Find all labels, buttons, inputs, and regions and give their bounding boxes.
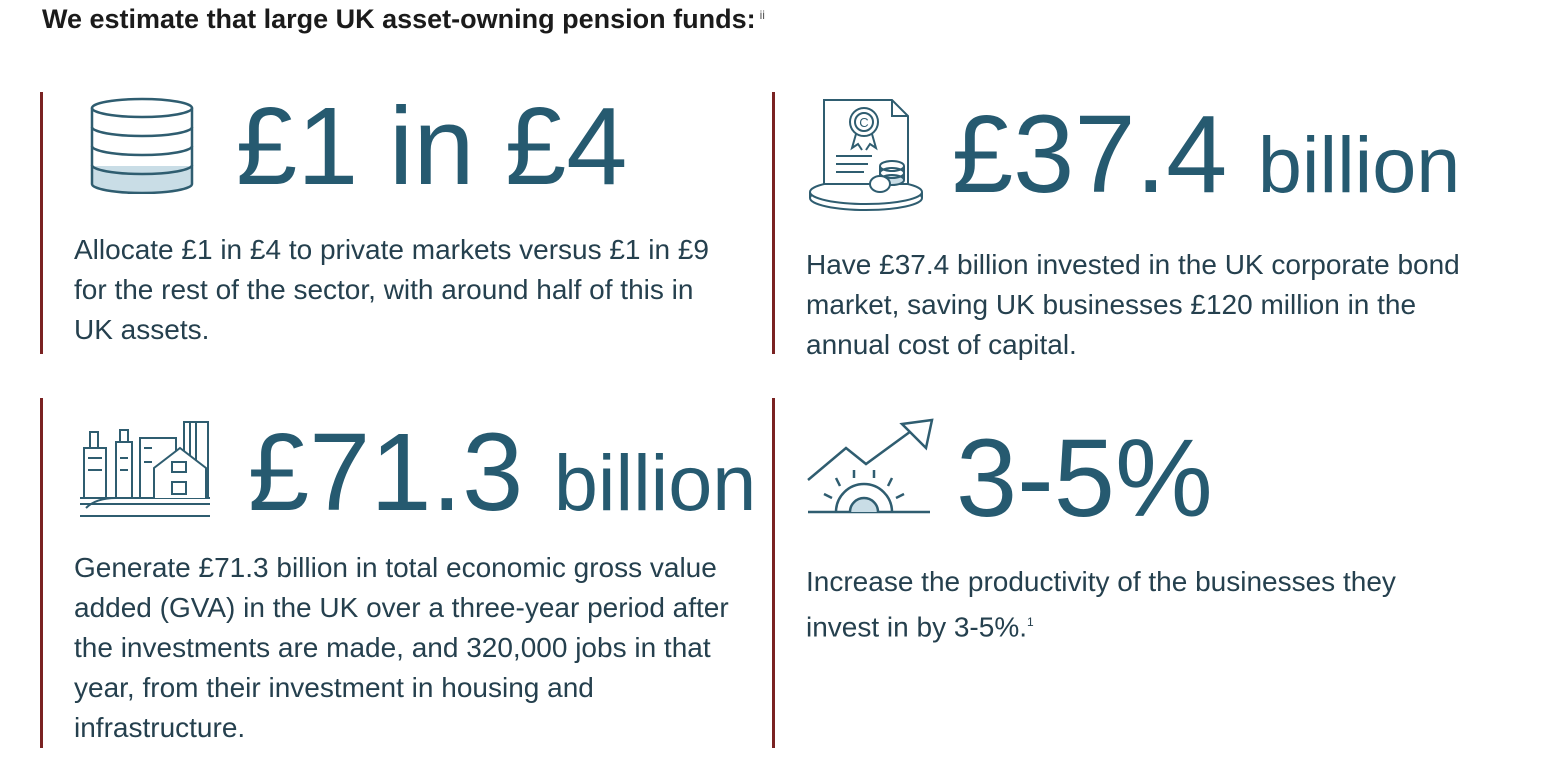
stat-unit: billion	[553, 438, 757, 527]
database-stack-icon	[88, 96, 196, 194]
certificate-coins-icon	[806, 94, 928, 214]
stat-value: £71.3	[248, 411, 524, 534]
svg-text:C: C	[859, 115, 869, 130]
city-infrastructure-icon	[76, 418, 214, 518]
heading-text: We estimate that large UK asset-owning pension funds:	[42, 4, 756, 34]
description-productivity	[806, 562, 1466, 647]
description-private-markets	[74, 230, 724, 350]
stat-unit: billion	[1257, 120, 1461, 209]
description-corporate-bonds	[806, 245, 1466, 365]
stat-productivity	[956, 417, 1213, 540]
stat-corporate-bonds	[952, 93, 1461, 216]
description-economic-gva	[74, 548, 734, 748]
page-heading	[42, 4, 765, 35]
stat-value: £1 in £4	[236, 85, 628, 208]
description-text: Generate £71.3 billion in total economic gross value added (GVA) in the UK over a three-year period after the investments are made, and 320,000 jobs in that year, from their investment in housing and infrastructure.	[74, 552, 729, 743]
description-text: Have £37.4 billion invested in the UK corporate bond market, saving UK businesses £120 million in the annual cost of capital.	[806, 249, 1460, 360]
stat-private-markets	[236, 85, 628, 208]
description-text: Increase the productivity of the businesses they invest in by 3-5%.	[806, 566, 1396, 643]
description-text: Allocate £1 in £4 to private markets versus £1 in £9 for the rest of the sector, with around half of this in UK assets.	[74, 234, 710, 345]
stat-economic-gva	[248, 411, 757, 534]
stat-value: 3-5%	[956, 417, 1213, 540]
footnote-marker: 1	[1027, 615, 1034, 629]
heading-reference-note: ii	[759, 8, 765, 22]
gear-growth-arrow-icon	[806, 418, 936, 516]
stat-value: £37.4	[952, 93, 1228, 216]
